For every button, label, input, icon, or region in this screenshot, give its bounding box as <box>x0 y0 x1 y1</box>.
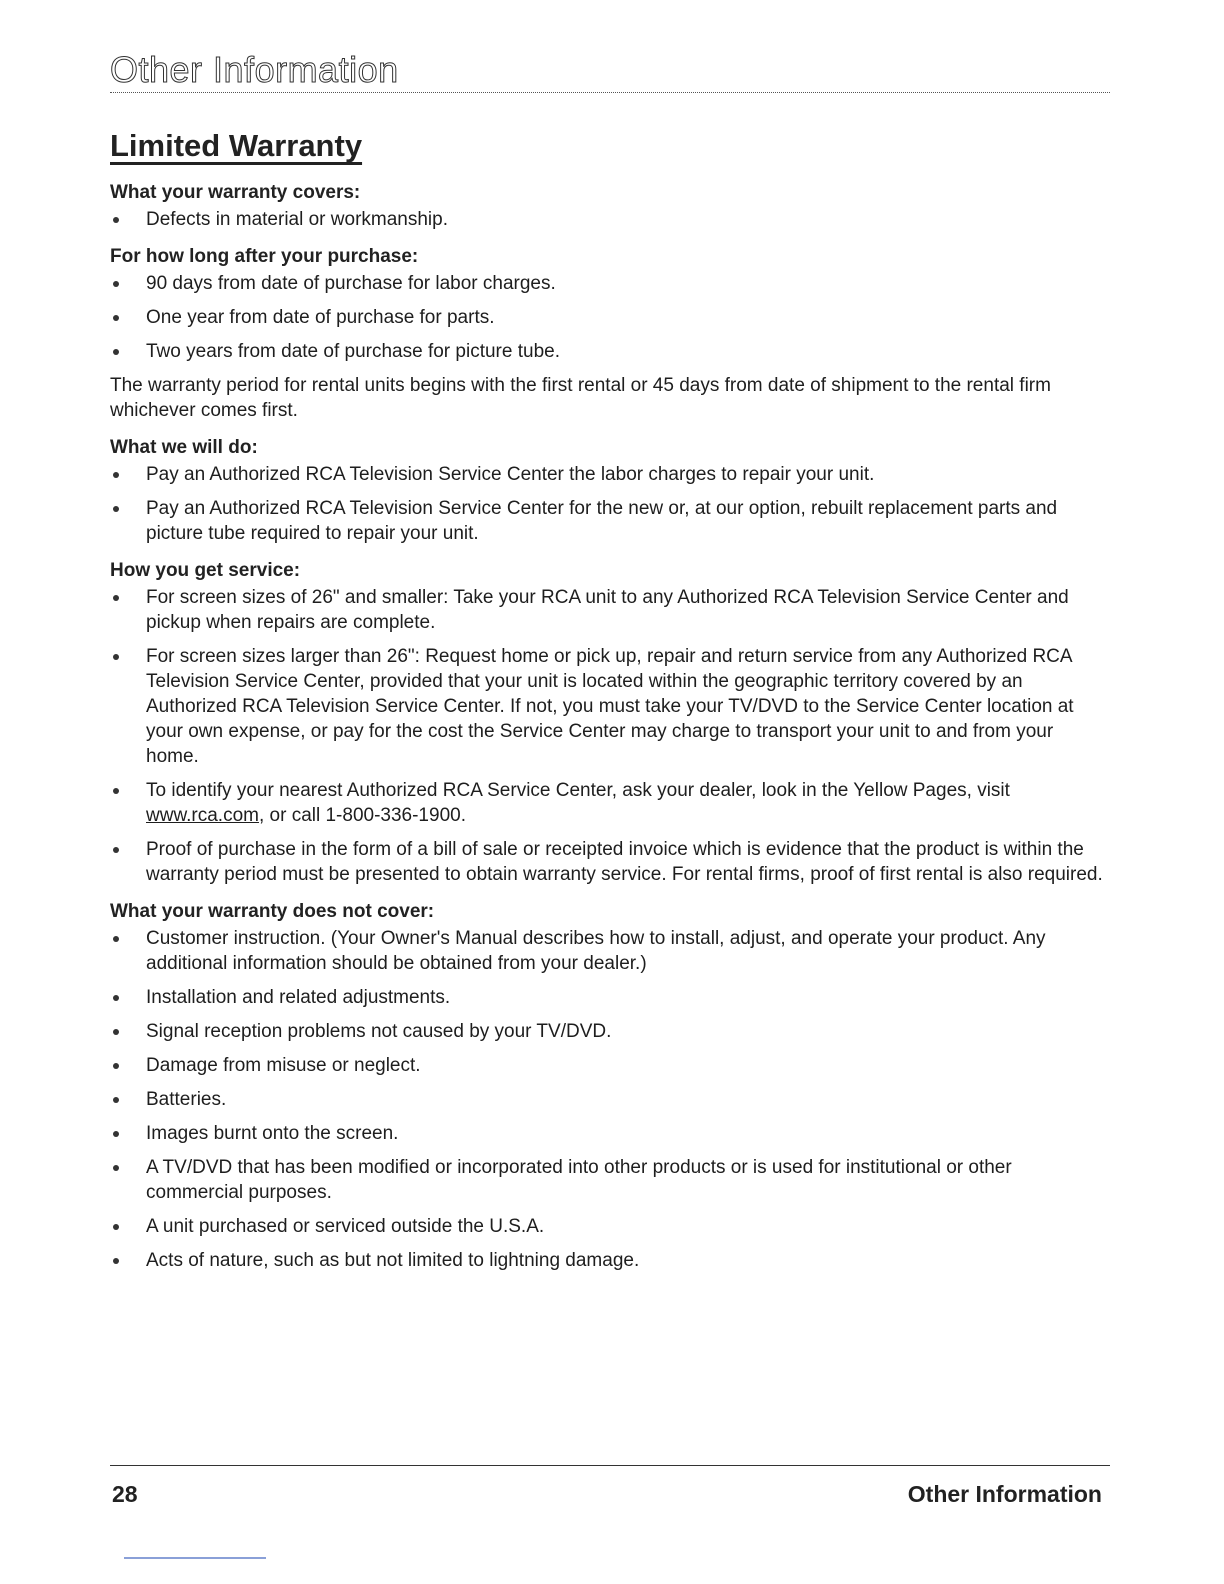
bullet-icon <box>113 595 119 601</box>
list-item: Two years from date of purchase for picture tube. <box>110 339 1110 364</box>
bullet-icon <box>113 315 119 321</box>
list-item: Pay an Authorized RCA Television Service Center for the new or, at our option, rebuilt replacement parts and picture tube required to repair your unit. <box>110 496 1110 546</box>
list-item: Pay an Authorized RCA Television Service Center the labor charges to repair your unit. <box>110 462 1110 487</box>
rca-website-link[interactable]: www.rca.com <box>146 805 259 826</box>
page-header <box>110 48 1110 93</box>
rental-note: The warranty period for rental units begins with the first rental or 45 days from date of shipment to the rental firm whichever comes first. <box>110 375 1051 421</box>
bullet-icon <box>113 1063 119 1069</box>
not-covered-heading: What your warranty does not cover: <box>110 901 435 922</box>
list-item: Defects in material or workmanship. <box>110 207 1110 232</box>
not-covered-list <box>110 926 1110 1273</box>
we-will-do-heading: What we will do: <box>110 437 258 458</box>
covers-heading: What your warranty covers: <box>110 182 361 203</box>
bullet-icon <box>113 217 119 223</box>
footer-section-title: Other Information <box>907 1481 1102 1507</box>
list-item: Signal reception problems not caused by your TV/DVD. <box>110 1019 1110 1044</box>
covers-list <box>110 207 1110 232</box>
list-item: Customer instruction. (Your Owner's Manual describes how to install, adjust, and operate your product. Any additional information should be obtained from your dealer.) <box>110 926 1110 976</box>
list-item: Acts of nature, such as but not limited to lightning damage. <box>110 1248 1110 1273</box>
list-item: Damage from misuse or neglect. <box>110 1053 1110 1078</box>
bullet-icon <box>113 472 119 478</box>
list-item: A unit purchased or serviced outside the U.S.A. <box>110 1214 1110 1239</box>
bullet-icon <box>113 1029 119 1035</box>
bullet-icon <box>113 995 119 1001</box>
bullet-icon <box>113 1258 119 1264</box>
warranty-content <box>110 126 1110 1282</box>
service-heading: How you get service: <box>110 560 301 581</box>
footer-divider <box>110 1465 1110 1466</box>
list-item: For screen sizes larger than 26": Request home or pick up, repair and return service from any Authorized RCA Television Service Center, provided that your unit is located within the geographic territory covered by an Authorized RCA Television Service Center. If not, you must take your TV/DVD to the Service Center location at your own expense, or pay for the cost the Service Center may charge to transport your unit to and from your home. <box>110 644 1110 769</box>
bottom-divider <box>124 1557 266 1559</box>
bullet-icon <box>113 506 119 512</box>
list-item: A TV/DVD that has been modified or incorporated into other products or is used for institutional or other commercial purposes. <box>110 1155 1110 1205</box>
bullet-icon <box>113 847 119 853</box>
bullet-icon <box>113 281 119 287</box>
we-will-do-list <box>110 462 1110 546</box>
bullet-icon <box>113 654 119 660</box>
duration-heading: For how long after your purchase: <box>110 246 419 267</box>
list-item: To identify your nearest Authorized RCA Service Center, ask your dealer, look in the Yellow Pages, visit www.rca.com, or call 1-800-336-1900. <box>110 778 1110 828</box>
duration-list <box>110 271 1110 364</box>
bullet-icon <box>113 788 119 794</box>
bullet-icon <box>113 349 119 355</box>
bullet-icon <box>113 1131 119 1137</box>
list-item: 90 days from date of purchase for labor charges. <box>110 271 1110 296</box>
list-item: Images burnt onto the screen. <box>110 1121 1110 1146</box>
page-header-title: Other Information <box>110 49 399 90</box>
list-item: One year from date of purchase for parts. <box>110 305 1110 330</box>
list-item: Proof of purchase in the form of a bill of sale or receipted invoice which is evidence that the product is within the warranty period must be presented to obtain warranty service. For rental firms, proof of first rental is also required. <box>110 837 1110 887</box>
page-number: 28 <box>112 1481 138 1507</box>
list-item: Installation and related adjustments. <box>110 985 1110 1010</box>
bullet-icon <box>113 1165 119 1171</box>
list-item: Batteries. <box>110 1087 1110 1112</box>
service-list <box>110 585 1110 887</box>
section-title: Limited Warranty <box>110 128 363 163</box>
bullet-icon <box>113 1097 119 1103</box>
bullet-icon <box>113 1224 119 1230</box>
list-item: For screen sizes of 26" and smaller: Take your RCA unit to any Authorized RCA Television Service Center and pickup when repairs are complete. <box>110 585 1110 635</box>
bullet-icon <box>113 936 119 942</box>
